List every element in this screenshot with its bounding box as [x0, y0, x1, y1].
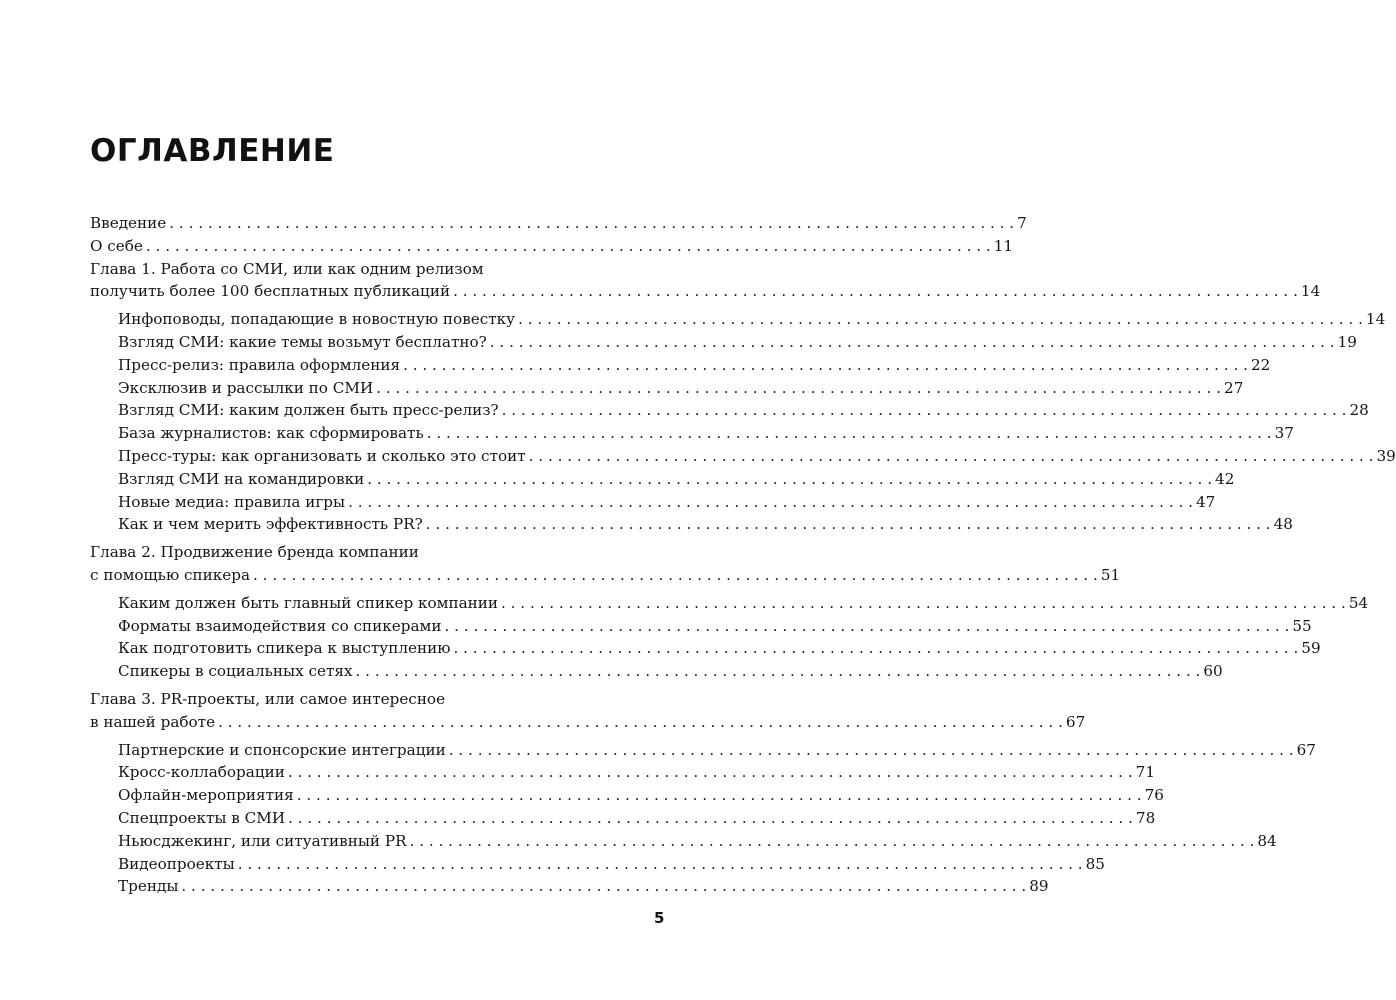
- dot-leader: [376, 377, 1221, 400]
- section-title: Спецпроекты в СМИ: [118, 808, 286, 827]
- section-page: 54: [1348, 593, 1369, 612]
- section-page: 48: [1273, 515, 1293, 534]
- section-title: Эксклюзив и рассылки по СМИ: [118, 378, 374, 397]
- chapter-heading-cont: получить более 100 бесплатных публикаций: [90, 282, 451, 301]
- section-entry: [90, 739, 1316, 762]
- dot-leader: [288, 807, 1133, 830]
- section-entry: [90, 615, 1312, 638]
- section-entry: [90, 784, 1164, 807]
- section-title: Партнерские и спонсорские интеграции: [118, 740, 446, 759]
- section-title: Спикеры в социальных сетях: [118, 662, 353, 681]
- chapter-heading-cont: с помощью спикера: [90, 565, 251, 584]
- toc-entry-page: 11: [993, 236, 1014, 255]
- dot-leader: [529, 445, 1374, 468]
- section-entry: [90, 468, 1235, 491]
- dot-leader: [218, 711, 1063, 734]
- section-entry: [90, 761, 1155, 784]
- section-page: 76: [1144, 786, 1164, 805]
- dot-leader: [356, 660, 1201, 683]
- section-page: 78: [1135, 808, 1156, 827]
- chapter-heading-cont: в нашей работе: [90, 712, 216, 731]
- section-entry: [90, 637, 1321, 660]
- section-entry: [90, 660, 1223, 683]
- chapter-3-entry: [90, 711, 1086, 734]
- section-page: 42: [1215, 469, 1235, 488]
- section-title: Новые медиа: правила игры: [118, 492, 346, 511]
- section-entry: [90, 853, 1105, 876]
- section-entry: [90, 513, 1293, 536]
- section-entry: [90, 445, 1396, 468]
- section-page: 19: [1337, 332, 1357, 351]
- section-entry: [90, 875, 1049, 898]
- section-page: 55: [1292, 616, 1312, 635]
- section-title: Кросс-коллаборации: [118, 763, 285, 782]
- dot-leader: [449, 739, 1294, 762]
- section-page: 39: [1376, 446, 1396, 465]
- section-entry: [90, 830, 1277, 853]
- dot-leader: [410, 830, 1255, 853]
- section-title: Как и чем мерить эффективность PR?: [118, 515, 423, 534]
- chapter-1-heading: Глава 1. Работа со СМИ, или как одним релизом: [90, 259, 484, 278]
- section-page: 84: [1257, 831, 1277, 850]
- section-entry: [90, 354, 1271, 377]
- section-title: Пресс-релиз: правила оформления: [118, 355, 401, 374]
- section-title: Взгляд СМИ на командировки: [118, 469, 365, 488]
- section-page: 85: [1085, 854, 1105, 873]
- section-title: Инфоповоды, попадающие в новостную повестку: [118, 310, 516, 329]
- dot-leader: [403, 354, 1248, 377]
- toc-entry-introduction: [90, 212, 1027, 235]
- section-page: 27: [1224, 378, 1244, 397]
- chapter-1-entry: [90, 280, 1321, 303]
- section-title: Как подготовить спикера к выступлению: [118, 639, 451, 658]
- dot-leader: [181, 875, 1026, 898]
- dot-leader: [518, 308, 1363, 331]
- chapter-page: 14: [1300, 282, 1321, 301]
- section-title: Взгляд СМИ: какие темы возьмут бесплатно?: [118, 332, 487, 351]
- section-entry: [90, 491, 1216, 514]
- chapter-2-heading: Глава 2. Продвижение бренда компании: [90, 543, 419, 562]
- section-entry: [90, 592, 1369, 615]
- section-page: 71: [1135, 763, 1155, 782]
- section-title: Взгляд СМИ: каким должен быть пресс-релиз?: [118, 401, 499, 420]
- section-page: 47: [1195, 492, 1216, 511]
- section-title: Пресс-туры: как организовать и сколько это стоит: [118, 446, 526, 465]
- dot-leader: [453, 637, 1298, 660]
- dot-leader: [297, 784, 1142, 807]
- chapter-3-heading: Глава 3. PR-проекты, или самое интересное: [90, 689, 446, 708]
- dot-leader: [348, 491, 1193, 514]
- dot-leader: [169, 212, 1014, 235]
- section-entry: [90, 422, 1294, 445]
- section-page: 28: [1349, 401, 1369, 420]
- dot-leader: [238, 853, 1083, 876]
- section-entry: [90, 308, 1386, 331]
- chapter-page: 51: [1100, 565, 1121, 584]
- chapter-2-entry: [90, 564, 1121, 587]
- dot-leader: [427, 422, 1272, 445]
- section-entry: [90, 331, 1357, 354]
- table-of-contents: [90, 212, 1396, 898]
- dot-leader: [367, 468, 1212, 491]
- section-entry: [90, 399, 1369, 422]
- dot-leader: [426, 513, 1271, 536]
- section-title: Видеопроекты: [118, 854, 235, 873]
- toc-entry-about: [90, 235, 1014, 258]
- section-title: Тренды: [118, 877, 179, 896]
- section-entry: [90, 807, 1156, 830]
- section-entry: [90, 377, 1244, 400]
- section-title: Форматы взаимодействия со спикерами: [118, 616, 442, 635]
- section-title: База журналистов: как сформировать: [118, 424, 424, 443]
- toc-entry-title: Введение: [90, 214, 167, 232]
- section-page: 14: [1365, 310, 1386, 329]
- section-page: 22: [1250, 355, 1271, 374]
- section-page: 60: [1203, 662, 1223, 681]
- section-title: Ньюсджекинг, или ситуативный PR: [118, 831, 407, 850]
- dot-leader: [445, 615, 1290, 638]
- toc-entry-page: 7: [1017, 214, 1027, 232]
- page-title: ОГЛАВЛЕНИЕ: [90, 133, 335, 169]
- section-page: 37: [1274, 424, 1294, 443]
- chapter-page: 67: [1065, 712, 1086, 731]
- section-page: 67: [1296, 740, 1316, 759]
- dot-leader: [501, 592, 1346, 615]
- dot-leader: [253, 564, 1098, 587]
- toc-entry-title: О себе: [90, 236, 143, 255]
- page-number: 5: [654, 909, 665, 927]
- section-page: 89: [1029, 877, 1049, 896]
- dot-leader: [453, 280, 1298, 303]
- section-title: Офлайн-мероприятия: [118, 786, 294, 805]
- dot-leader: [288, 761, 1133, 784]
- section-title: Каким должен быть главный спикер компании: [118, 593, 498, 612]
- section-page: 59: [1301, 639, 1321, 658]
- dot-leader: [502, 399, 1347, 422]
- dot-leader: [146, 235, 991, 258]
- dot-leader: [490, 331, 1335, 354]
